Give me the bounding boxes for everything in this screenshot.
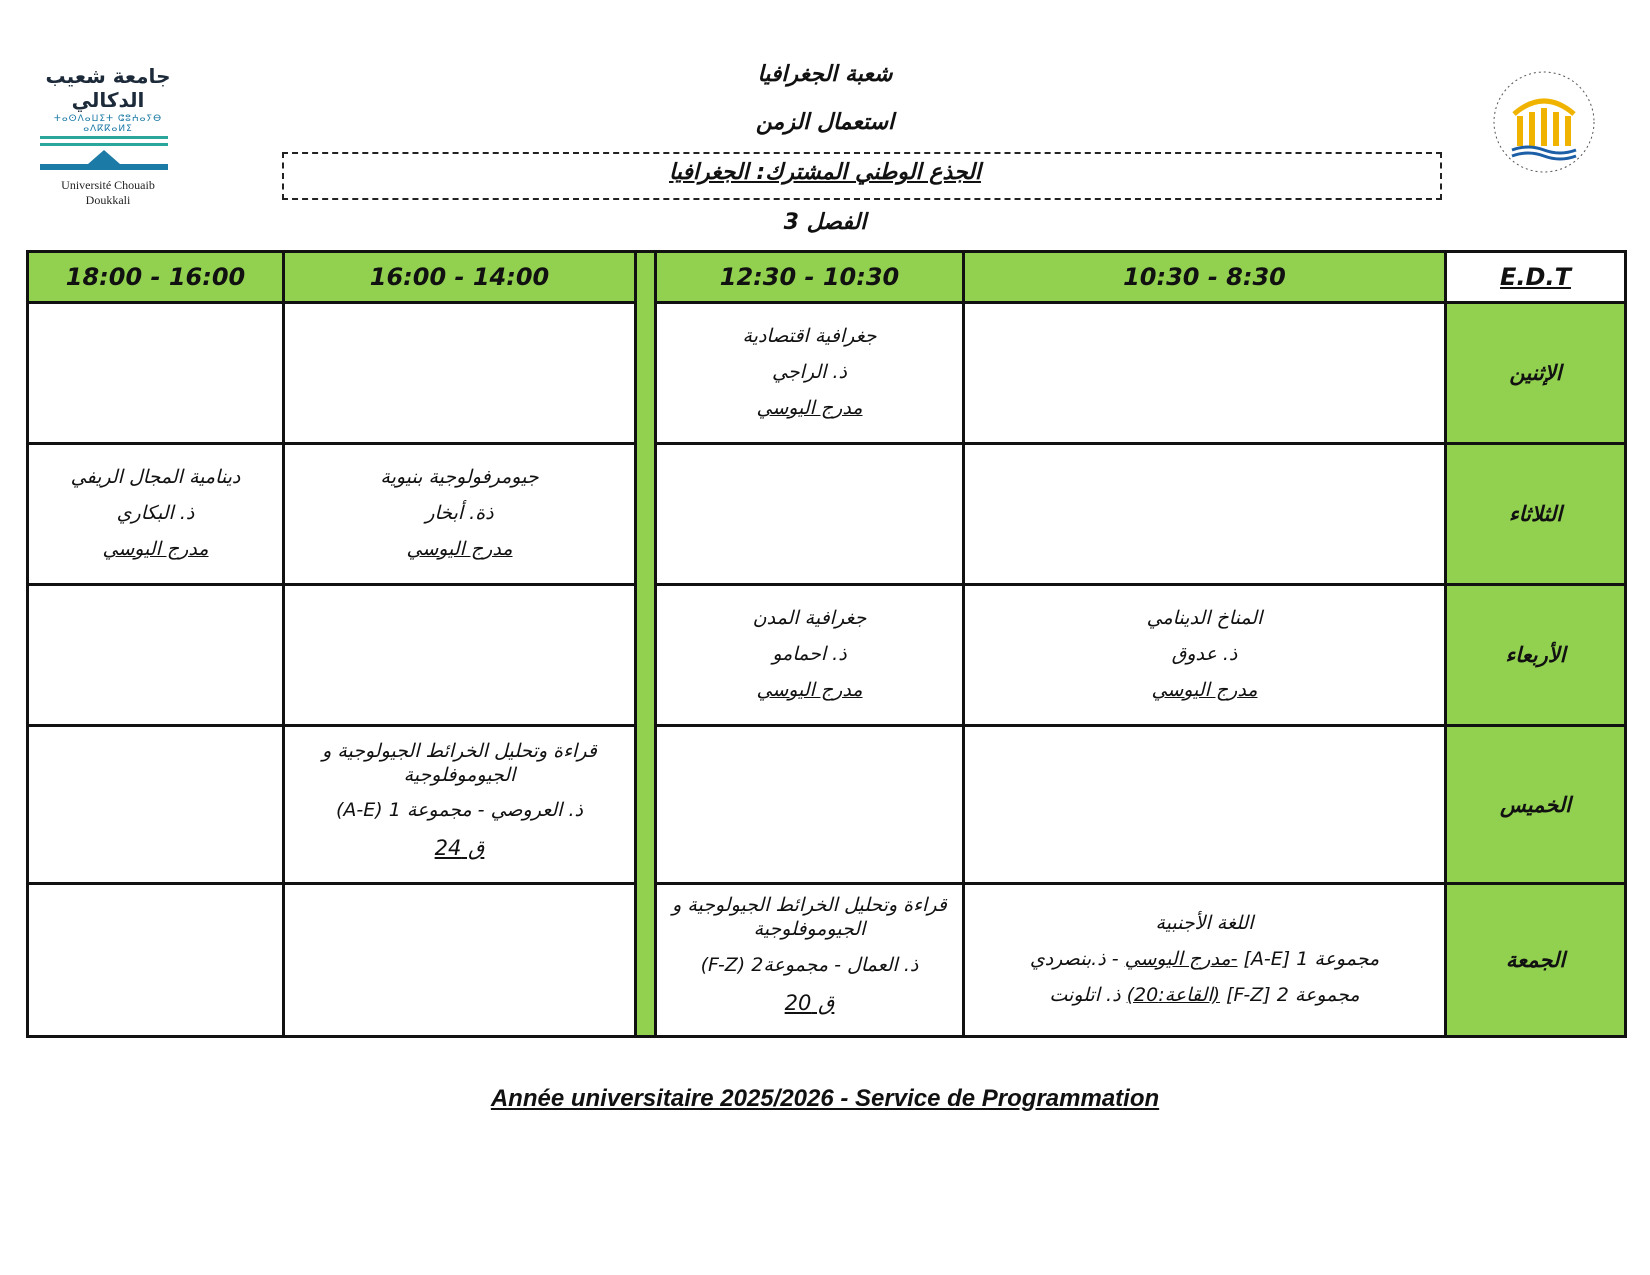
- day-row-friday: [28, 884, 1626, 1037]
- time-slot-4: 18:00 - 16:00: [28, 252, 284, 303]
- course-name: المناخ الدينامي: [1146, 607, 1263, 630]
- course-room: مدرج اليوسي: [1151, 678, 1258, 701]
- day-row-monday: [28, 303, 1626, 444]
- empty-cell: [284, 884, 636, 1037]
- course-cell: [28, 444, 284, 585]
- course-cell: [284, 444, 636, 585]
- group-2-line: [965, 984, 1444, 1008]
- empty-cell: [28, 884, 284, 1037]
- page-title: استعمال الزمن: [755, 110, 895, 135]
- course-name: اللغة الأجنبية: [1155, 912, 1254, 935]
- empty-cell: [964, 444, 1446, 585]
- day-row-tuesday: [28, 444, 1626, 585]
- course-teacher: ذ. العمال - مجموعة2 (F-Z): [700, 953, 919, 976]
- group-1-teacher: - ذ.بنصردي: [1029, 948, 1119, 971]
- day-label-friday: الجمعة: [1446, 884, 1626, 1037]
- empty-cell: [28, 726, 284, 884]
- group-2-teacher: ذ. اتلونت: [1049, 983, 1121, 1006]
- empty-cell: [28, 303, 284, 444]
- university-arabic-name: جامعة شعيب الدكالي: [45, 64, 171, 112]
- course-teacher: ذ. الراجي: [772, 361, 847, 384]
- day-label-wednesday: الأربعاء: [1446, 585, 1626, 726]
- empty-cell: [284, 585, 636, 726]
- course-cell: [656, 303, 964, 444]
- time-slot-3: 16:00 - 14:00: [284, 252, 636, 303]
- edt-corner-label: E.D.T: [1446, 252, 1626, 303]
- day-row-wednesday: [28, 585, 1626, 726]
- course-teacher: ذ. عدوق: [1171, 643, 1238, 666]
- empty-cell: [656, 726, 964, 884]
- timetable-header-row: [28, 252, 1626, 303]
- day-label-tuesday: الثلاثاء: [1446, 444, 1626, 585]
- course-name: قراءة وتحليل الخرائط الجيولوجية و الجيوموفلوجية: [322, 739, 597, 786]
- university-latin-name: Université Chouaib Doukkali: [61, 178, 155, 207]
- program-title: الجذع الوطني المشترك: الجغرافيا: [669, 160, 981, 185]
- time-slot-1: 10:30 - 8:30: [964, 252, 1446, 303]
- group-1-room: -مدرج اليوسي: [1124, 948, 1238, 971]
- university-tifinagh-name: ⵜⴰⵙⴷⴰⵡⵉⵜ ⵛⵓⵄⴰⵢⴱ ⴰⴷⴽⴽⴰⵍⵉ: [53, 114, 163, 134]
- empty-cell: [284, 303, 636, 444]
- footer-text: Année universitaire 2025/2026 - Service de Programmation: [490, 1085, 1160, 1112]
- lunch-break-column: [636, 252, 656, 1037]
- course-cell: [656, 884, 964, 1037]
- day-label-monday: الإثنين: [1446, 303, 1626, 444]
- course-cell: [964, 884, 1446, 1037]
- course-room: ق 20: [784, 990, 835, 1015]
- course-room: مدرج اليوسي: [756, 396, 863, 419]
- course-teacher: ذة. أبخار: [425, 502, 494, 525]
- course-teacher: ذ. البكاري: [116, 502, 195, 525]
- empty-cell: [656, 444, 964, 585]
- day-label-thursday: الخميس: [1446, 726, 1626, 884]
- course-teacher: ذ. العروصي - مجموعة 1 (A-E): [336, 799, 583, 822]
- empty-cell: [964, 303, 1446, 444]
- group-2-label: مجموعة 2 [F-Z]: [1226, 983, 1360, 1006]
- course-name: جغرافية اقتصادية: [742, 325, 877, 348]
- course-cell: [656, 585, 964, 726]
- group-1-line: [965, 948, 1444, 972]
- day-row-thursday: [28, 726, 1626, 884]
- course-name: جيومرفولوجية بنيوية: [380, 466, 539, 489]
- semester-title: الفصل 3: [783, 210, 867, 235]
- empty-cell: [28, 585, 284, 726]
- course-teacher: ذ. احمامو: [772, 643, 847, 666]
- department-title: شعبة الجغرافيا: [757, 62, 893, 87]
- timetable: [26, 250, 1627, 1038]
- course-name: قراءة وتحليل الخرائط الجيولوجية و الجيوموفلوجية: [672, 894, 947, 940]
- group-2-room: (القاعة:20): [1126, 983, 1221, 1006]
- course-name: جغرافية المدن: [752, 607, 867, 630]
- course-room: مدرج اليوسي: [756, 678, 863, 701]
- empty-cell: [964, 726, 1446, 884]
- course-cell: [964, 585, 1446, 726]
- course-room: مدرج اليوسي: [102, 537, 209, 560]
- group-1-label: مجموعة 1 [A-E]: [1243, 948, 1380, 971]
- course-cell: [284, 726, 636, 884]
- course-room: مدرج اليوسي: [406, 537, 513, 560]
- course-room: ق 24: [434, 836, 485, 860]
- course-name: دينامية المجال الريفي: [70, 466, 241, 489]
- time-slot-2: 12:30 - 10:30: [656, 252, 964, 303]
